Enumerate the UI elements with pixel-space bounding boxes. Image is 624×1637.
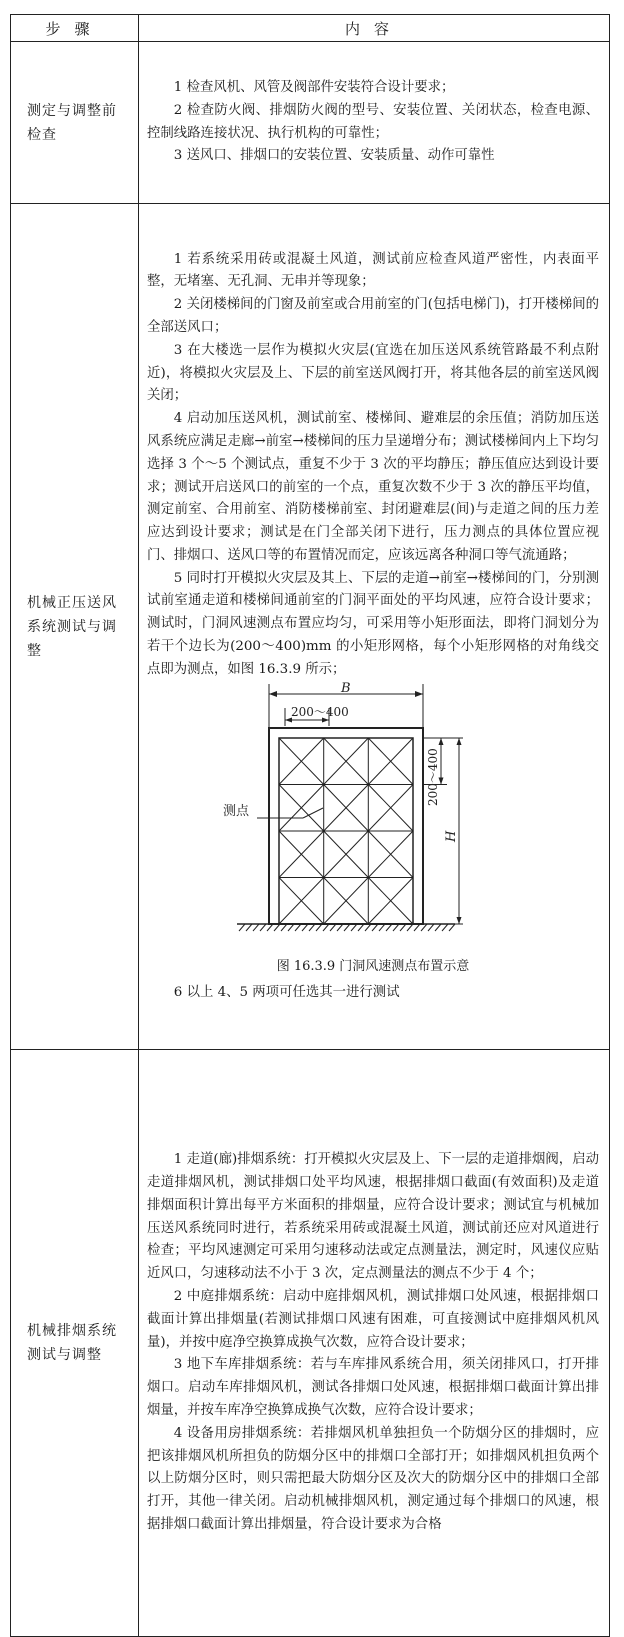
door-grid-diagram [223,682,523,954]
list-item: 1 检查风机、风管及阀部件安装符合设计要求； [173,79,455,95]
step-cell: 测定与调整前检查 [11,42,139,204]
label-width: 200～400 [291,704,349,719]
content-cell [139,204,610,1050]
step-cell: 机械正压送风系统测试与调整 [11,204,139,1050]
list-item: 5 同时打开模拟火灾层及其上、下层的走道→前室→楼梯间的门，分别测试前室通走道和楼梯间通前室的门洞平面处的平均风速，应符合设计要求；测试时，门洞风速测点布置应均匀，可采用等小矩形面法，即将门洞划分为若干个边长为(200～400)mm 的小矩形网格，每个小矩形网格的对角线交点即为测点，如图 16.3.9 所示； [147,570,599,677]
table-row [11,42,610,204]
list-item: 2 中庭排烟系统：启动中庭排烟风机，测试排烟口处风速，根据排烟口截面计算出排烟量(若测试排烟口风速有困难，可直接测试中庭排烟风机风量)，并按中庭净空换算成换气次数，应符合设计要求； [147,1289,599,1350]
table-row [11,204,610,1050]
list-item: 3 送风口、排烟口的安装位置、安装质量、动作可靠性 [173,148,495,164]
figure-caption: 图 16.3.9 门洞风速测点布置示意 [276,958,470,974]
list-item: 4 启动加压送风机，测试前室、楼梯间、避难层的余压值；消防加压送风系统应满足走廊→前室→楼梯间的压力呈递增分布；测试楼梯间内上下均匀选择 3 个～5 个测试点，重复不少于 3 次的平均静压；静压值应达到设计要求；测试开启送风口的前室的一个点，重复次数不少于 3 次的静压平均值，测定前室、合用前室、消防楼梯前室、封闭避难层(间)与走道之间的压力差应达到设计要求；测试是在门全部关闭下进行，压力测点的具体位置应视门、排烟口、送风口等的布置情况而定，应该远离各种洞口等气流通路； [147,411,599,563]
header-step: 步骤 [11,15,139,42]
table-header-row [11,15,610,42]
grid-lines [279,738,413,924]
list-item: 3 地下车库排烟系统：若与车库排风系统合用，须关闭排风口，打开排烟口。启动车库排烟风机，测试各排烟口处风速，根据排烟口截面计算出排烟量，并按车库净空换算成换气次数，应符合设计要求； [147,1357,599,1418]
label-B: B [341,681,351,696]
content-cell [139,42,610,204]
step-cell: 机械排烟系统测试与调整 [11,1050,139,1637]
label-H: H [444,830,459,842]
ground-hatch [239,924,455,931]
table-row [11,1050,610,1637]
list-item: 2 检查防火阀、排烟防火阀的型号、安装位置、关闭状态，检查电源、控制线路连接状况、执行机构的可靠性； [147,102,599,141]
list-item: 1 走道(廊)排烟系统：打开模拟火灾层及上、下一层的走道排烟阀，启动走道排烟风机，测试排烟口处平均风速，根据排烟口截面(有效面积)及走道排烟面积计算出每平方米面积的排烟量，应符合设计要求；测试宜与机械加压送风系统同时进行，若系统采用砖或混凝土风道，测试前还应对风道进行检查；平均风速测定可采用匀速移动法或定点测量法，测定时，风速仪应贴近风口，匀速移动法不小于 3 次，定点测量法的测点不少于 4 个； [147,1152,599,1282]
list-item: 2 关闭楼梯间的门窗及前室或合用前室的门(包括电梯门)，打开楼梯间的全部送风口； [147,297,599,335]
list-item: 4 设备用房排烟系统：若排烟风机单独担负一个防烟分区的排烟时，应把该排烟风机所担负的防烟分区中的排烟口全部打开；如排烟风机担负两个以上防烟分区时，则只需把最大防烟分区及次大的防烟分区中的排烟口全部打开，其他一律关闭。启动机械排烟风机，测定通过每个排烟口的风速，根据排烟口截面计算出排烟量，符合设计要求为合格 [147,1425,599,1532]
spec-table [10,14,610,1637]
label-measure-point: 测点 [223,803,250,819]
content-cell [139,1050,610,1637]
label-height: 200～400 [426,747,440,806]
list-item: 3 在大楼选一层作为模拟火灾层(宜选在加压送风系统管路最不利点附近)，将模拟火灾层及上、下层的前室送风阀打开，将其他各层的前室送风阀关闭； [147,342,599,404]
list-item: 1 若系统采用砖或混凝土风道，测试前应检查风道严密性，内表面平整，无堵塞、无孔洞、无串并等现象； [147,251,599,290]
list-item: 6 以上 4、5 两项可任选其一进行测试 [173,984,400,1000]
door-grid-figure [147,682,599,982]
header-content: 内容 [139,15,610,42]
